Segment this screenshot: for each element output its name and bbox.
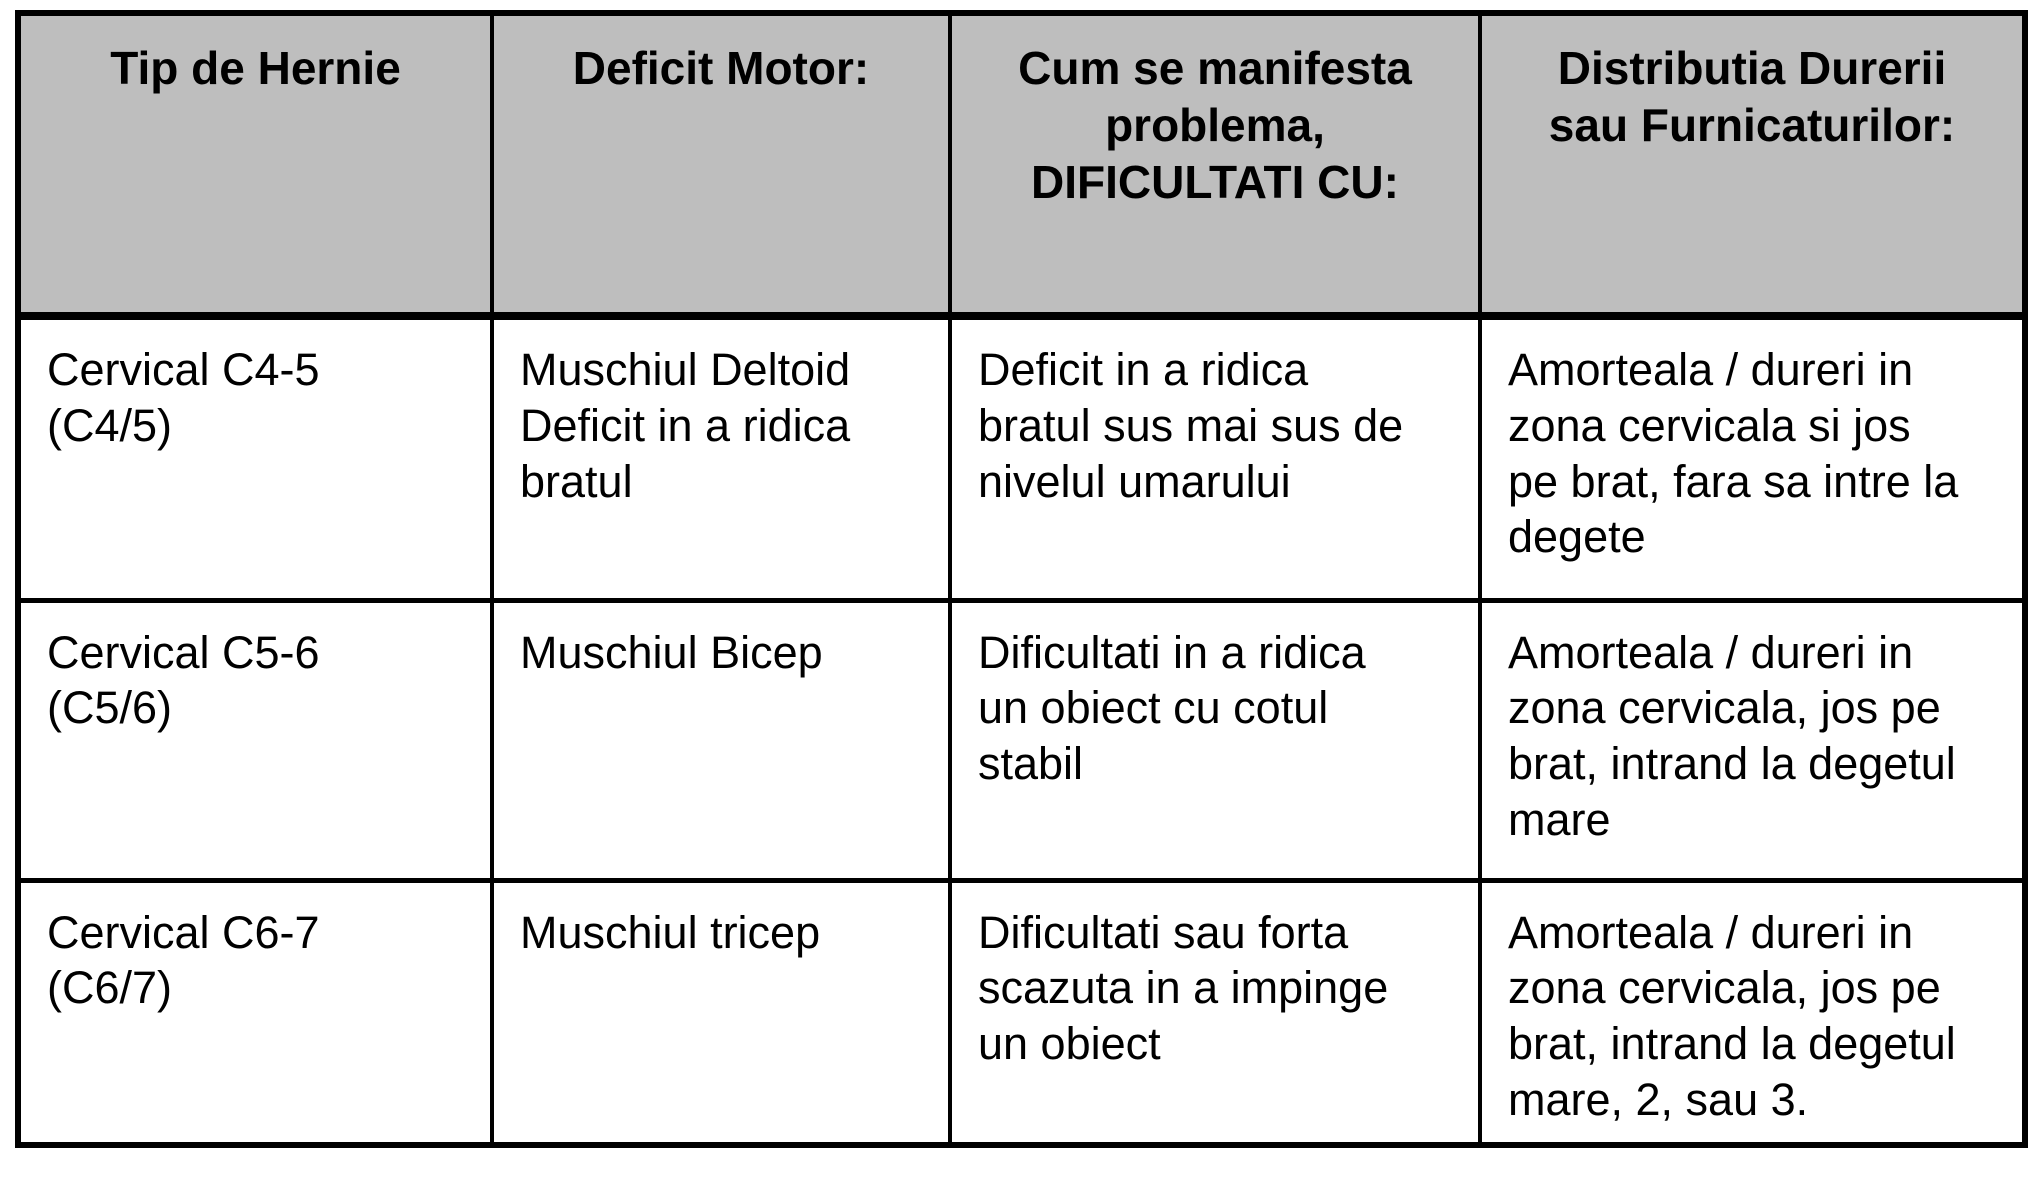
table-row [18, 880, 2025, 1145]
header-cell-motor-deficit: Deficit Motor: [492, 13, 950, 316]
cell-motor-deficit: Muschiul tricep [492, 880, 950, 1145]
cell-hernia-type: Cervical C4-5 (C4/5) [18, 316, 492, 600]
cell-problem-manifestation: Deficit in a ridica bratul sus mai sus de nivelul umarului [950, 316, 1480, 600]
cell-pain-distribution: Amorteala / dureri in zona cervicala, jos pe brat, intrand la degetul mare, 2, sau 3. [1480, 880, 2025, 1145]
cell-pain-distribution: Amorteala / dureri in zona cervicala, jos pe brat, intrand la degetul mare [1480, 600, 2025, 880]
cell-problem-manifestation: Dificultati in a ridica un obiect cu cotul stabil [950, 600, 1480, 880]
table-row [18, 600, 2025, 880]
header-cell-pain-distribution: Distributia Durerii sau Furnicaturilor: [1480, 13, 2025, 316]
cell-motor-deficit: Muschiul Deltoid Deficit in a ridica bratul [492, 316, 950, 600]
cell-pain-distribution: Amorteala / dureri in zona cervicala si jos pe brat, fara sa intre la degete [1480, 316, 2025, 600]
cell-hernia-type: Cervical C6-7 (C6/7) [18, 880, 492, 1145]
header-cell-problem-manifestation: Cum se manifesta problema, DIFICULTATI CU: [950, 13, 1480, 316]
cervical-hernia-table [15, 10, 2028, 1148]
cell-problem-manifestation: Dificultati sau forta scazuta in a impinge un obiect [950, 880, 1480, 1145]
header-cell-hernia-type: Tip de Hernie [18, 13, 492, 316]
header-row [18, 13, 2025, 316]
cell-motor-deficit: Muschiul Bicep [492, 600, 950, 880]
table-row [18, 316, 2025, 600]
cell-hernia-type: Cervical C5-6 (C5/6) [18, 600, 492, 880]
